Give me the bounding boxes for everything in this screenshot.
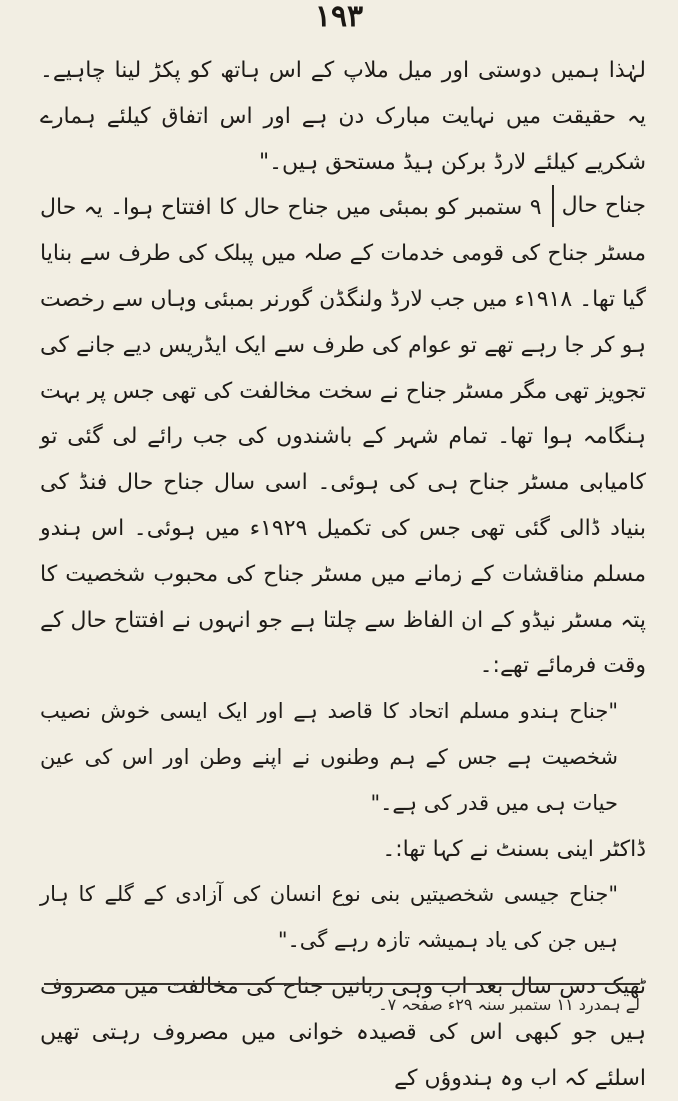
paragraph-jinnah-hall (40, 185, 646, 689)
paragraph-closing: ٹھیک دس سال بعد اب وہی زبانیں جناح کی مخالفت میں مصروف ہیں جو کبھی اس کی قصیدہ خوانی میں مصروف رہتی تھیں اسلئے کہ اب وہ ہندوؤں کے (40, 973, 646, 1091)
footnote-divider (44, 983, 640, 985)
footnote: لے ہمدرد ۱۱ ستمبر سنہ ۲۹ء صفحہ ۷۔ (378, 995, 640, 1014)
paragraph-opening: لہٰذا ہمیں دوستی اور میل ملاپ کے اس ہاتھ کو پکڑ لینا چاہیے۔ یہ حقیقت میں نہایت مبارک دن ہے اور اس اتفاق کیلئے ہمارے شکریے کیلئے لارڈ برکن ہیڈ مستحق ہیں۔" (40, 58, 646, 175)
quote-besant: "جناح جیسی شخصیتیں بنی نوع انسان کی آزادی کے گلے کا ہار ہیں جن کی یاد ہمیشہ تازہ رہے گی۔" (40, 882, 618, 953)
quote-naidu: "جناح ہندو مسلم اتحاد کا قاصد ہے اور ایک ایسی خوش نصیب شخصیت ہے جس کے ہم وطنوں نے اپنے وطن اور اس کی عین حیات ہی میں قدر کی ہے۔" (40, 699, 618, 815)
paragraph-jinnah-hall-text: ۹ ستمبر کو بمبئی میں جناح حال کا افتتاح ہوا۔ یہ حال مسٹر جناح کی قومی خدمات کے صلہ میں پبلک کی طرف سے بنایا گیا تھا۔ ۱۹۱۸ء میں جب لارڈ ولنگڈن گورنر بمبئی وہاں سے رخصت ہو کر جا رہے تھے تو عوام کی طرف سے ایک ایڈریس دیے جانے کی تجویز تھی مگر مسٹر جناح نے سخت مخالفت کی تھی جس پر بہت ہنگامہ ہوا تھا۔ تمام شہر کے باشندوں کی جب رائے لی گئی تو کامیابی مسٹر جناح ہی کی ہوئی۔ اسی سال جناح حال فنڈ کی بنیاد ڈالی گئی تھی جس کی تکمیل ۱۹۲۹ء میں ہوئی۔ اس ہندو مسلم مناقشات کے زمانے میں مسٹر جناح کی محبوب شخصیت کا پتہ مسٹر نیڈو کے ان الفاظ سے چلتا ہے جو انہوں نے افتتاح حال کے وقت فرمائے تھے:۔ (40, 195, 646, 679)
margin-heading: جناح حال (552, 185, 646, 227)
page-body (40, 48, 646, 1101)
paragraph-besant-intro: ڈاکٹر اینی بسنٹ نے کہا تھا:۔ (382, 836, 646, 862)
page-number: ۱۹۳ (314, 0, 364, 34)
